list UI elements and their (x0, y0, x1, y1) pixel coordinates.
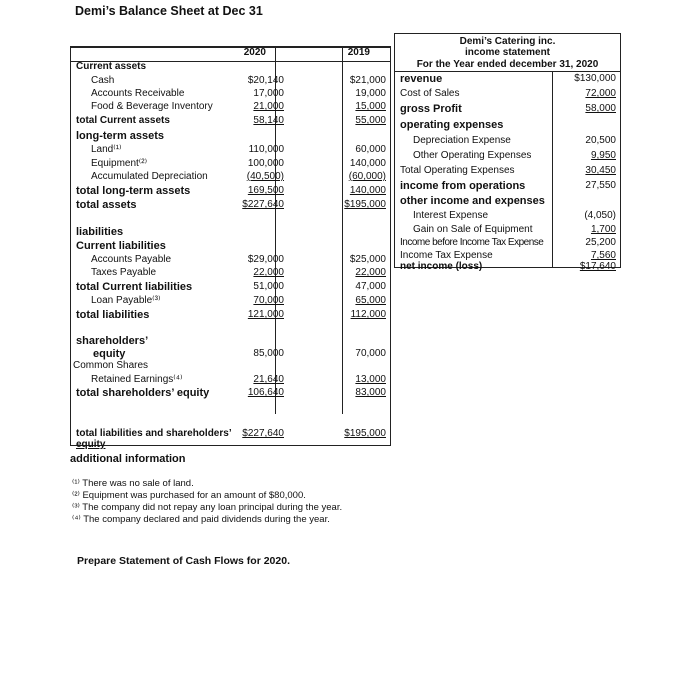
task-prompt: Prepare Statement of Cash Flows for 2020. (77, 555, 290, 567)
table-row: Current liabilities (76, 240, 166, 252)
table-row: Income before Income Tax Expense 25,200 (400, 237, 616, 248)
table-row: Equipment⁽²⁾ 100,000 140,000 (91, 158, 386, 169)
table-row: net income (loss) $17,640 (400, 261, 616, 272)
table-row: shareholders’ (76, 335, 149, 347)
table-row: Food & Beverage Inventory 21,000 15,000 (91, 101, 386, 112)
footnote: ⁽³⁾ The company did not repay any loan principal during the year. (72, 502, 343, 513)
table-row: total liabilities 121,000 112,000 (76, 309, 386, 321)
table-row: equity 85,000 70,000 (93, 348, 386, 360)
table-row: total long-term assets 169,500 140,000 (76, 185, 386, 197)
table-row: Depreciation Expense 20,500 (413, 135, 616, 146)
table-row: Cost of Sales 72,000 (400, 88, 616, 99)
additional-information-heading: additional information (70, 453, 186, 465)
table-row: Cash $20,140 $21,000 (91, 75, 386, 86)
table-row: Current assets (76, 61, 147, 72)
column-2019: 2019 (347, 47, 370, 58)
company-name: Demi’s Catering inc. (459, 36, 556, 47)
table-row: total assets $227,640 $195,000 (76, 199, 386, 211)
footnotes (72, 478, 342, 526)
table-row: Interest Expense (4,050) (413, 210, 616, 221)
table-row: total Current assets 58,140 55,000 (76, 115, 386, 126)
statement-name: income statement (464, 47, 551, 58)
table-row: Land⁽¹⁾ 110,000 60,000 (91, 144, 386, 155)
footnote: ⁽¹⁾ There was no sale of land. (72, 478, 194, 489)
table-row: total Current liabilities 51,000 47,000 (76, 281, 386, 293)
table-row: equity (76, 439, 106, 450)
table-row: revenue $130,000 (400, 73, 616, 85)
table-row: Common Shares (73, 360, 149, 371)
table-row: Gain on Sale of Equipment 1,700 (413, 224, 616, 235)
footnote: ⁽⁴⁾ The company declared and paid dividends during the year. (72, 514, 330, 525)
statement-period: For the Year ended december 31, 2020 (416, 59, 599, 70)
footnote: ⁽²⁾ Equipment was purchased for an amount of $80,000. (72, 490, 306, 501)
table-row: Total Operating Expenses 30,450 (400, 165, 616, 176)
table-row: gross Profit 58,000 (400, 103, 616, 115)
table-row: long-term assets (76, 130, 165, 142)
table-row: Loan Payable⁽³⁾ 70,000 65,000 (91, 295, 386, 306)
table-row: total shareholders’ equity 106,640 83,000 (76, 387, 386, 399)
table-row: Retained Earnings⁽⁴⁾ 21,640 13,000 (91, 374, 386, 385)
table-row: total liabilities and shareholders’ $227,640 $195,000 (76, 428, 386, 439)
balance-sheet-table (70, 46, 391, 450)
table-row: income from operations 27,550 (400, 180, 616, 192)
table-row: Taxes Payable 22,000 22,000 (91, 267, 386, 278)
income-statement-table (394, 33, 621, 272)
column-2020: 2020 (243, 47, 266, 58)
table-row: liabilities (76, 226, 124, 238)
table-row: Other Operating Expenses 9,950 (413, 150, 616, 161)
table-row: Accounts Receivable 17,000 19,000 (91, 88, 386, 99)
table-row: other income and expenses (400, 195, 545, 207)
page-title: Demi’s Balance Sheet at Dec 31 (75, 4, 263, 18)
table-row: Accounts Payable $29,000 $25,000 (91, 254, 386, 265)
table-row: Income Tax Expense 7,560 (400, 250, 616, 261)
table-row: operating expenses (400, 119, 504, 131)
table-row: Accumulated Depreciation (40,500) (60,000) (91, 171, 386, 182)
